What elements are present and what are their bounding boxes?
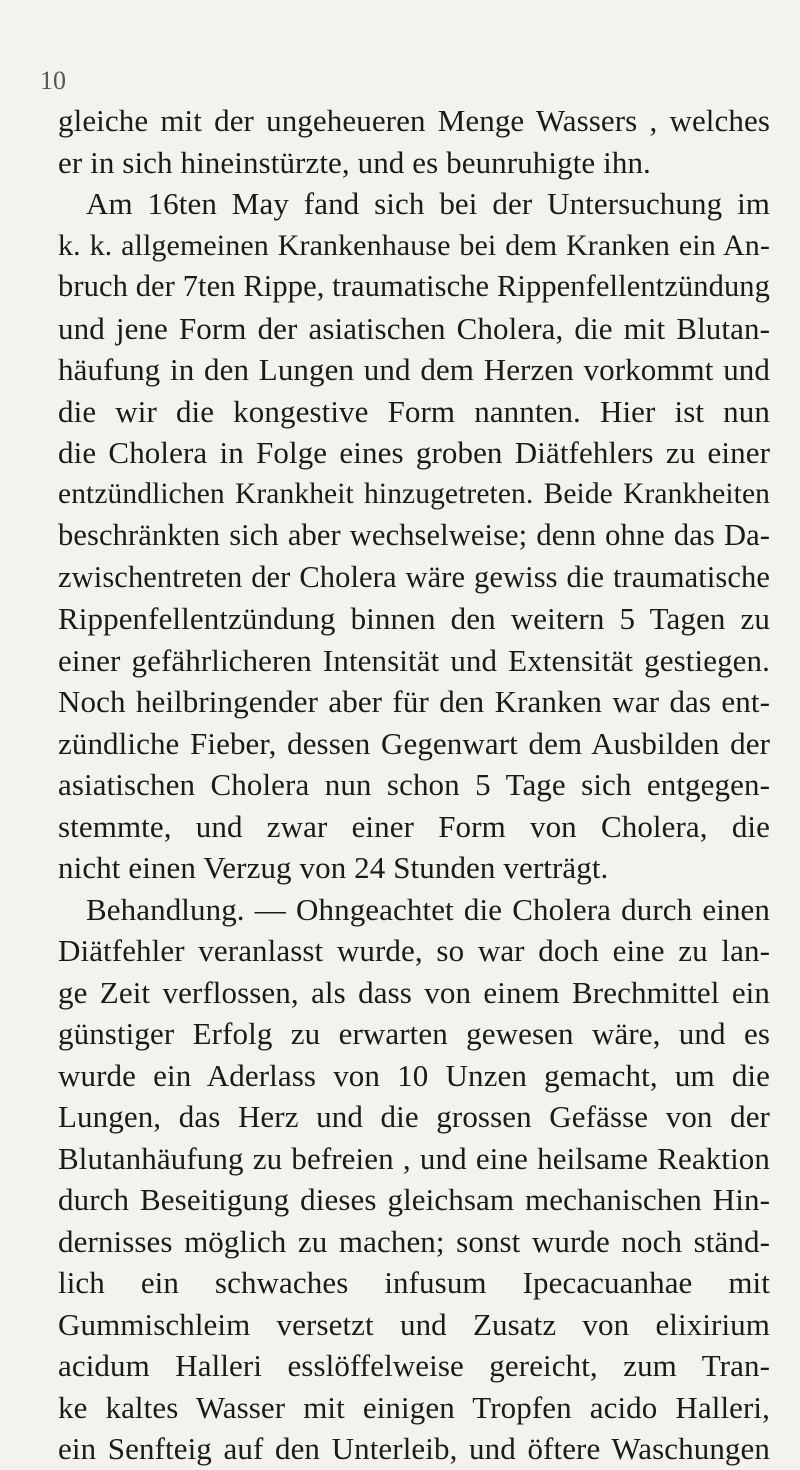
paragraph	[58, 889, 770, 1470]
text-line: die Cholera in Folge eines groben Diätfehlers zu einer	[58, 435, 770, 470]
text-line: und jene Form der asiatischen Cholera, die mit Blutan-	[58, 310, 770, 346]
text-line: lich ein schwaches infusum Ipecacuanhae mit	[58, 1265, 770, 1300]
text-line: bruch der 7ten Rippe, traumatische Rippenfellentzündung	[58, 269, 770, 303]
text-line: Gummischleim versetzt und Zusatz von elixirium	[58, 1306, 770, 1342]
text-line: durch Beseitigung dieses gleichsam mechanischen Hin-	[58, 1182, 770, 1217]
text-line: beschränkten sich aber wechselweise; denn ohne das Da-	[58, 518, 770, 552]
text-line: die wir die kongestive Form nannten. Hier ist nun	[58, 393, 770, 429]
text-line: wurde ein Aderlass von 10 Unzen gemacht, um die	[58, 1057, 770, 1093]
text-line: nicht einen Verzug von 24 Stunden verträgt.	[58, 850, 609, 885]
text-line: Diätfehler veranlasst wurde, so war doch eine zu lan-	[58, 933, 770, 968]
text-line: k. k. allgemeinen Krankenhause bei dem Kranken ein An-	[58, 228, 770, 262]
text-line: Blutanhäufung zu befreien , und eine heilsame Reaktion	[58, 1140, 770, 1176]
text-line: Behandlung. — Ohngeachtet die Cholera durch einen	[86, 891, 770, 927]
text-line: Noch heilbringender aber für den Kranken war das ent-	[58, 684, 770, 719]
text-line: ke kaltes Wasser mit einigen Tropfen acido Halleri,	[58, 1389, 770, 1425]
text-line: zwischentreten der Cholera wäre gewiss die traumatische	[58, 559, 770, 594]
text-line: Rippenfellentzündung binnen den weitern 5 Tagen zu	[58, 601, 770, 636]
text-line: zündliche Fieber, dessen Gegenwart dem Ausbilden der	[58, 725, 770, 761]
text-line: ge Zeit verflossen, als dass von einem Brechmittel ein	[58, 974, 770, 1010]
text-line: einer gefährlicheren Intensität und Extensität gestiegen.	[58, 642, 770, 678]
text-line: er in sich hineinstürzte, und es beunruhigte ihn.	[58, 144, 651, 180]
page-number: 10	[40, 66, 66, 95]
text-line: stemmte, und zwar einer Form von Cholera, die	[58, 808, 770, 844]
text-line: acidum Halleri esslöffelweise gereicht, zum Tran-	[58, 1348, 770, 1383]
text-line: häufung in den Lungen und dem Herzen vorkommt und	[58, 352, 770, 387]
paragraph	[58, 183, 770, 889]
text-line: Lungen, das Herz und die grossen Gefässe von der	[58, 1099, 770, 1134]
text-line: asiatischen Cholera nun schon 5 Tage sich entgegen-	[58, 767, 770, 802]
body-text	[58, 100, 770, 1470]
text-line: dernisses möglich zu machen; sonst wurde noch ständ-	[58, 1223, 770, 1259]
text-line: ein Senfteig auf den Unterleib, und öftere Waschungen	[58, 1431, 770, 1466]
paragraph	[58, 100, 770, 183]
text-line: entzündlichen Krankheit hinzugetreten. Beide Krankheiten	[58, 477, 770, 510]
text-line: günstiger Erfolg zu erwarten gewesen wäre, und es	[58, 1016, 770, 1051]
text-line: gleiche mit der ungeheueren Menge Wassers , welches	[58, 103, 770, 138]
text-line: Am 16ten May fand sich bei der Untersuchung im	[86, 186, 770, 221]
